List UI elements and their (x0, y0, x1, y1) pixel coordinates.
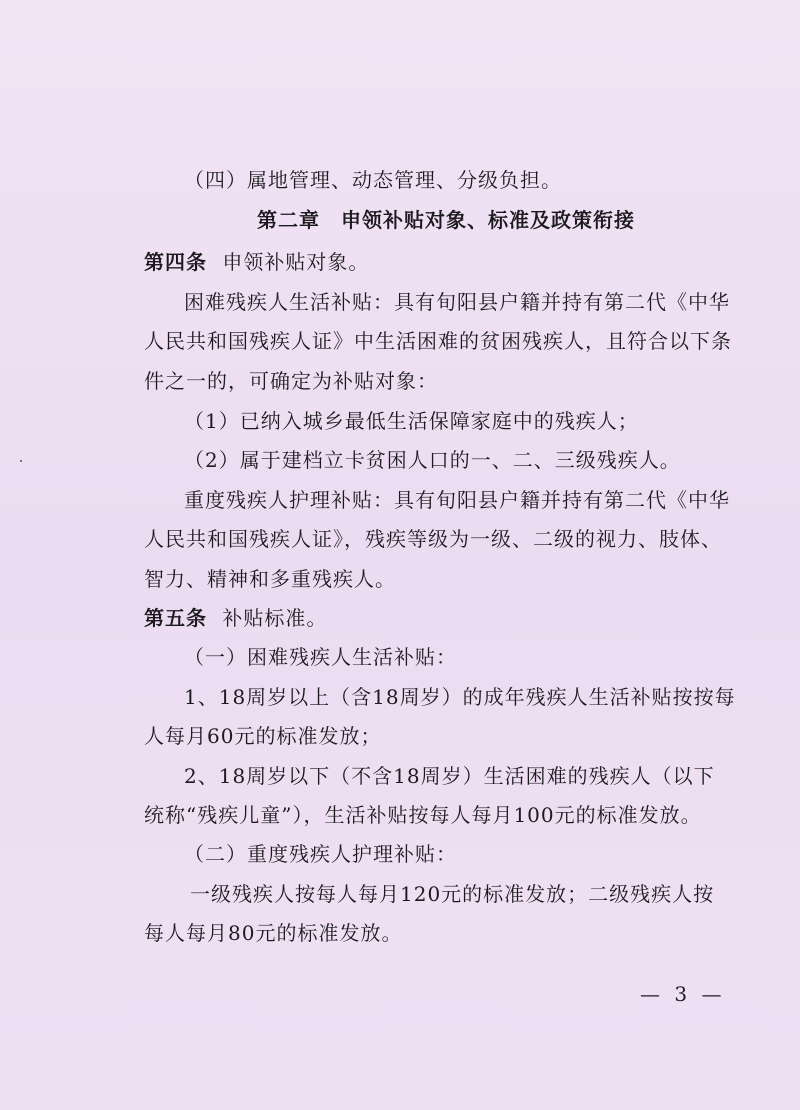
paragraph-line: 重度残疾人护理补贴：具有旬阳县户籍并持有第二代《中华 (184, 488, 730, 512)
article-five-line (144, 604, 704, 632)
paragraph-line: 件之一的，可确定为补贴对象： (144, 369, 438, 393)
list-item: （1）已纳入城乡最低生活保障家庭中的残疾人； (184, 409, 639, 433)
paragraph-line: 人每月60元的标准发放； (144, 724, 382, 748)
article-four-label: 第四条 (144, 250, 207, 274)
paragraph-line: （四）属地管理、动态管理、分级负担。 (184, 168, 562, 192)
article-five-title: 补贴标准。 (222, 606, 328, 630)
paragraph-line: （一）困难残疾人生活补贴： (184, 645, 457, 669)
paragraph-line: 1、18周岁以上（含18周岁）的成年残疾人生活补贴按按每 (184, 685, 736, 709)
paragraph-line: 2、18周岁以下（不含18周岁）生活困难的残疾人（以下 (184, 764, 715, 788)
paragraph-line: 每人每月80元的标准发放。 (144, 921, 403, 945)
paragraph-line: 统称“残疾儿童”），生活补贴按每人每月100元的标准发放。 (144, 803, 702, 827)
paragraph-line: 智力、精神和多重残疾人。 (144, 567, 396, 591)
article-five-label: 第五条 (144, 606, 207, 630)
paragraph-line: 困难残疾人生活补贴：具有旬阳县户籍并持有第二代《中华 (184, 290, 730, 314)
paragraph-line: 人民共和国残疾人证》中生活困难的贫困残疾人，且符合以下条 (144, 329, 732, 353)
paragraph-line: 人民共和国残疾人证》，残疾等级为一级、二级的视力、肢体、 (144, 527, 722, 551)
paragraph-line: 一级残疾人按每人每月120元的标准发放；二级残疾人按 (190, 882, 715, 906)
article-four-title: 申领补贴对象。 (222, 250, 370, 274)
page-number: — 3 — (640, 982, 726, 1006)
paragraph-line: （二）重度残疾人护理补贴： (184, 842, 457, 866)
article-four-line (144, 248, 704, 276)
list-item: （2）属于建档立卡贫困人口的一、二、三级残疾人。 (184, 448, 681, 472)
scan-speck (20, 460, 22, 462)
chapter-heading: 第二章 申领补贴对象、标准及政策衔接 (257, 208, 635, 232)
